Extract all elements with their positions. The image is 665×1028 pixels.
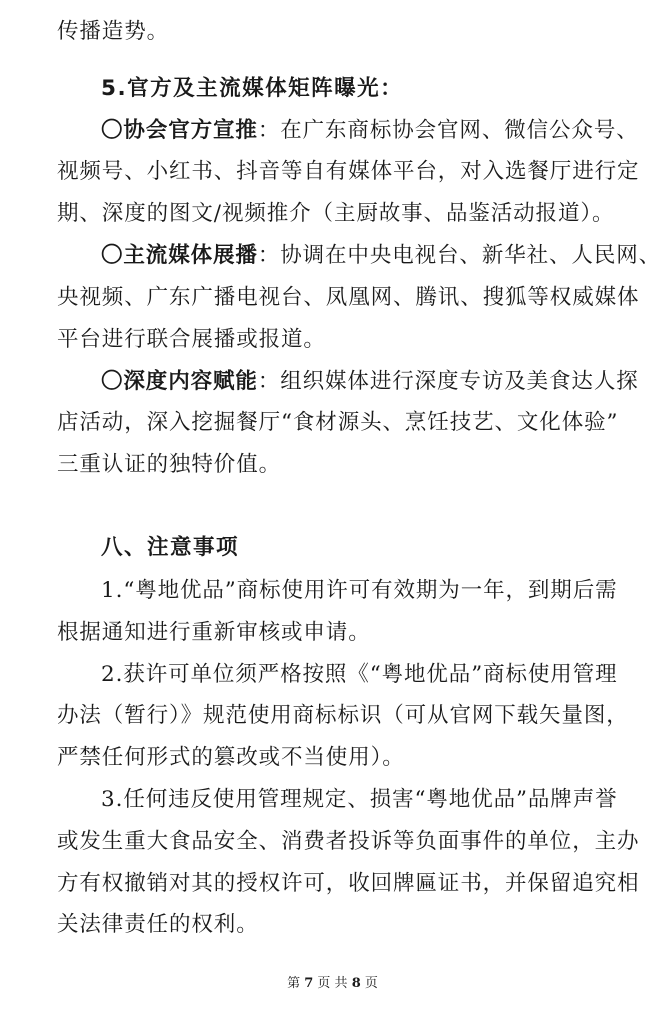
paragraph-line	[101, 241, 661, 271]
item-label: 〇协会官方宣推	[101, 118, 258, 143]
paragraph-line: 3.任何违反使用管理规定、损害“粤地优品”品牌声誉	[101, 787, 618, 812]
footer-prefix: 第	[287, 976, 301, 991]
paragraph-line	[101, 367, 639, 397]
page-footer	[0, 975, 665, 993]
item-text: ：在广东商标协会官网、微信公众号、	[257, 118, 639, 143]
paragraph-line: 视频号、小红书、抖音等自有媒体平台，对入选餐厅进行定	[57, 159, 640, 184]
paragraph-line: 平台进行联合展播或报道。	[57, 327, 326, 352]
paragraph-line: 或发生重大食品安全、消费者投诉等负面事件的单位，主办	[57, 829, 640, 854]
paragraph-line: 关法律责任的权利。	[57, 912, 259, 937]
item-label: 〇深度内容赋能	[101, 369, 258, 394]
item-text: ：协调在中央电视台、新华社、人民网、	[257, 243, 662, 268]
paragraph-line: 办法（暂行）》规范使用商标标识（可从官网下载矢量图，	[57, 703, 629, 728]
paragraph-line: 严禁任何形式的篡改或不当使用）。	[57, 745, 405, 770]
paragraph-line	[101, 116, 639, 146]
footer-suffix: 页	[364, 976, 378, 991]
paragraph-line: 传播造势。	[57, 19, 170, 44]
section-heading: 八、注意事项	[101, 535, 240, 560]
paragraph-line: 店活动，深入挖掘餐厅“食材源头、烹饪技艺、文化体验”	[57, 410, 619, 435]
item-text: ：组织媒体进行深度专访及美食达人探	[257, 369, 639, 394]
paragraph-line: 期、深度的图文/视频推介（主厨故事、品鉴活动报道）。	[57, 201, 615, 226]
paragraph-line: 三重认证的独特价值。	[57, 452, 282, 477]
paragraph-line: 2.获许可单位须严格按照《“粤地优品”商标使用管理	[101, 662, 618, 687]
paragraph-line: 1.“粤地优品”商标使用许可有效期为一年，到期后需	[101, 578, 618, 603]
paragraph-line: 根据通知进行重新审核或申请。	[57, 620, 371, 645]
item-label: 〇主流媒体展播	[101, 243, 258, 268]
footer-middle: 页 共	[317, 976, 348, 991]
current-page-number: 7	[304, 976, 314, 991]
section-heading: 5.官方及主流媒体矩阵曝光：	[101, 76, 404, 101]
paragraph-line: 央视频、广东广播电视台、凤凰网、腾讯、搜狐等权威媒体	[57, 285, 640, 310]
paragraph-line: 方有权撤销对其的授权许可，收回牌匾证书，并保留追究相	[57, 871, 640, 896]
total-pages-number: 8	[351, 976, 361, 991]
